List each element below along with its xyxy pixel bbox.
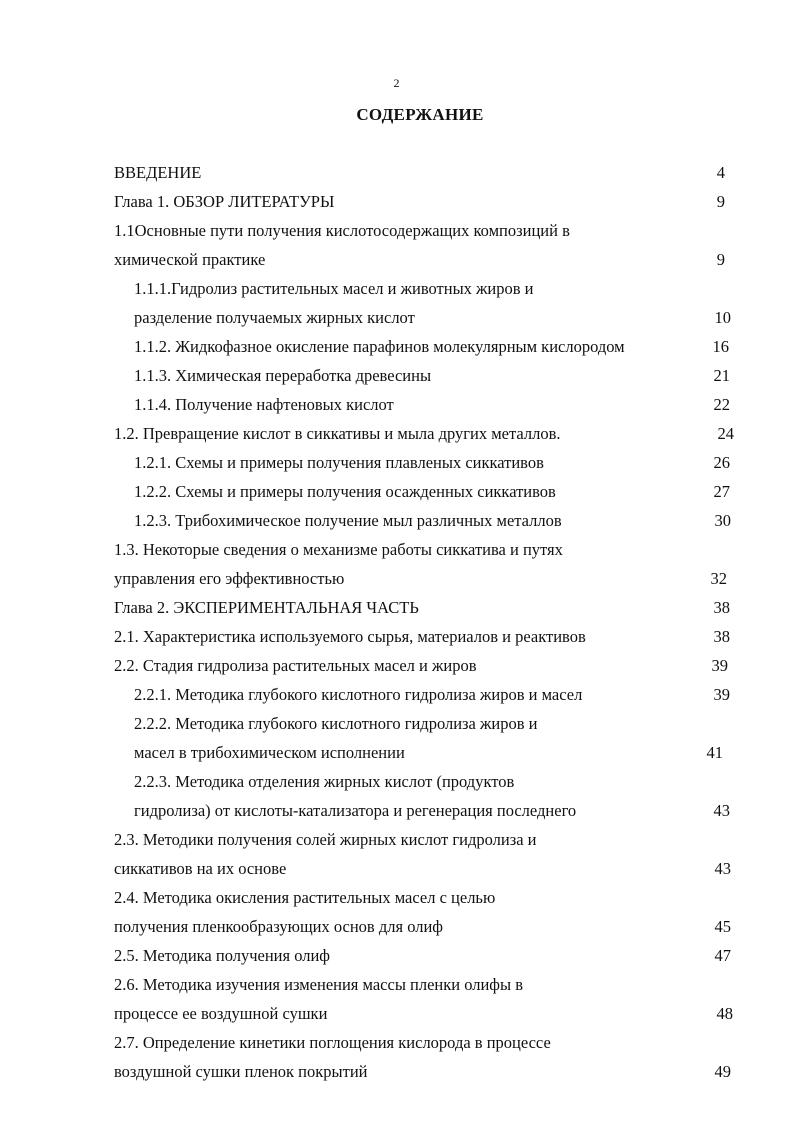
toc-entry-text: 1.1.2. Жидкофазное окисление парафинов молекулярным кислородом	[134, 337, 625, 356]
toc-page-number: 16	[712, 337, 729, 356]
toc-entry	[114, 1028, 734, 1086]
toc-page-number: 38	[713, 598, 730, 617]
toc-entry-text: 1.2.2. Схемы и примеры получения осажденных сиккативов	[134, 482, 556, 501]
toc-page-number: 22	[713, 395, 730, 414]
toc-entry-text: 2.2.1. Методика глубокого кислотного гидролиза жиров и масел	[134, 685, 583, 704]
page-number: 2	[393, 76, 400, 90]
toc-page-number: 39	[711, 656, 728, 675]
toc-page-number: 47	[714, 946, 731, 965]
toc-entry	[114, 187, 734, 216]
toc-entry-text: процессе ее воздушной сушки	[114, 1004, 328, 1023]
toc-entry-text: 2.5. Методика получения олиф	[114, 946, 330, 965]
toc-entry	[114, 593, 734, 622]
toc-entry-text: получения пленкообразующих основ для олиф	[114, 917, 443, 936]
toc-entry-text: 1.2.3. Трибохимическое получение мыл различных металлов	[134, 511, 562, 530]
toc-entry	[114, 477, 734, 506]
toc-page-number: 48	[716, 1004, 733, 1023]
toc-entry	[114, 941, 734, 970]
toc-entry	[114, 506, 734, 535]
toc-entry	[114, 274, 734, 332]
toc-page-number: 39	[713, 685, 730, 704]
toc-entry-text: 2.2.2. Методика глубокого кислотного гидролиза жиров и	[134, 714, 538, 733]
toc-entry-text: 1.1.4. Получение нафтеновых кислот	[134, 395, 394, 414]
toc-page-number: 49	[714, 1062, 731, 1081]
toc-page-number: 43	[713, 801, 730, 820]
toc-entry-text: 2.1. Характеристика используемого сырья, материалов и реактивов	[114, 627, 586, 646]
toc-entry	[114, 535, 734, 593]
page-title: СОДЕРЖАНИЕ	[356, 105, 484, 124]
toc-entry	[114, 332, 734, 361]
toc-entry-text: 1.1.3. Химическая переработка древесины	[134, 366, 432, 385]
toc-entry-text: масел в трибохимическом исполнении	[134, 743, 405, 762]
toc-entry	[114, 158, 734, 187]
toc-page-number: 45	[714, 917, 731, 936]
toc-page-number: 30	[714, 511, 731, 530]
toc-page-number: 10	[714, 308, 731, 327]
toc-page-number: 38	[713, 627, 730, 646]
toc-entry-text: 1.1.1.Гидролиз растительных масел и животных жиров и	[134, 279, 534, 298]
toc-entry-text: 2.7. Определение кинетики поглощения кислорода в процессе	[114, 1033, 551, 1052]
toc-entry-text: Глава 1. ОБЗОР ЛИТЕРАТУРЫ	[114, 192, 335, 211]
toc-entry	[114, 419, 734, 448]
toc-entry-text: сиккативов на их основе	[114, 859, 287, 878]
toc-entry	[114, 680, 734, 709]
toc-entry-text: 1.1Основные пути получения кислотосодержащих композиций в	[114, 221, 570, 240]
toc-page-number: 43	[714, 859, 731, 878]
table-of-contents	[114, 158, 734, 1086]
toc-entry	[114, 825, 734, 883]
toc-page-number: 26	[713, 453, 730, 472]
toc-entry-text: управления его эффективностью	[114, 569, 345, 588]
toc-entry	[114, 883, 734, 941]
toc-entry-text: 2.2.3. Методика отделения жирных кислот (продуктов	[134, 772, 515, 791]
toc-entry-text: 1.2. Превращение кислот в сиккативы и мыла других металлов.	[114, 424, 561, 443]
toc-entry	[114, 970, 734, 1028]
toc-entry	[114, 448, 734, 477]
toc-entry	[114, 709, 734, 767]
toc-entry-text: разделение получаемых жирных кислот	[134, 308, 415, 327]
toc-entry-text: 2.3. Методики получения солей жирных кислот гидролиза и	[114, 830, 537, 849]
toc-entry	[114, 767, 734, 825]
toc-page-number: 32	[710, 569, 727, 588]
toc-entry	[114, 390, 734, 419]
toc-entry-text: гидролиза) от кислоты-катализатора и регенерация последнего	[134, 801, 577, 820]
toc-entry-text: 2.2. Стадия гидролиза растительных масел и жиров	[114, 656, 477, 675]
toc-page-number: 41	[706, 743, 723, 762]
toc-entry	[114, 651, 734, 680]
toc-page-number: 9	[716, 250, 725, 269]
toc-entry-text: Глава 2. ЭКСПЕРИМЕНТАЛЬНАЯ ЧАСТЬ	[114, 598, 419, 617]
toc-entry-text: 1.3. Некоторые сведения о механизме работы сиккатива и путях	[114, 540, 563, 559]
toc-entry-text: 2.4. Методика окисления растительных масел с целью	[114, 888, 496, 907]
toc-entry	[114, 622, 734, 651]
toc-entry-text: 1.2.1. Схемы и примеры получения плавленых сиккативов	[134, 453, 544, 472]
toc-page-number: 4	[716, 163, 725, 182]
toc-page-number: 27	[713, 482, 730, 501]
toc-entry	[114, 361, 734, 390]
toc-entry	[114, 216, 734, 274]
toc-entry-text: химической практике	[114, 250, 266, 269]
toc-entry-text: ВВЕДЕНИЕ	[114, 163, 202, 182]
toc-page-number: 21	[713, 366, 730, 385]
toc-entry-text: 2.6. Методика изучения изменения массы пленки олифы в	[114, 975, 524, 994]
toc-page-number: 9	[716, 192, 725, 211]
toc-page-number: 24	[717, 424, 734, 443]
toc-entry-text: воздушной сушки пленок покрытий	[114, 1062, 368, 1081]
